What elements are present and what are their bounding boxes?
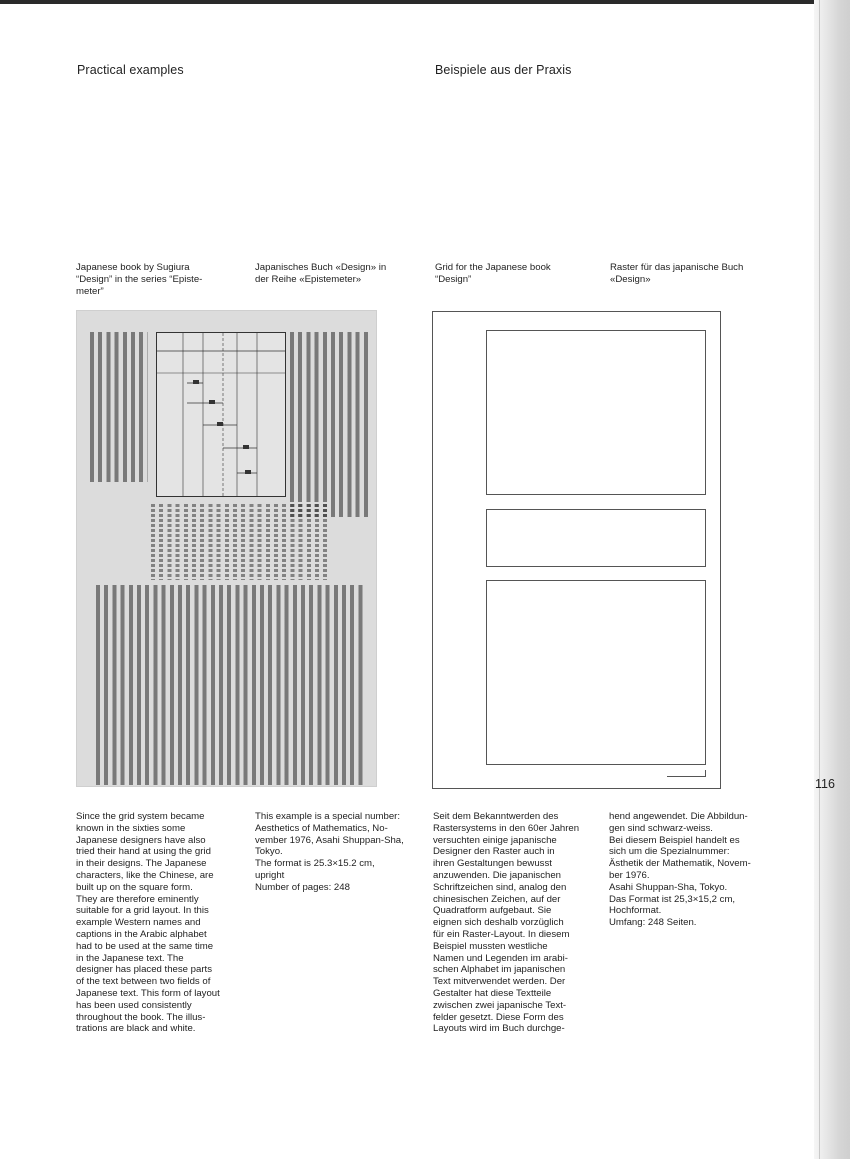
grid-field-bottom: [486, 580, 706, 765]
grid-field-top: [486, 330, 706, 495]
japanese-book-spread-image: [76, 310, 377, 787]
grid-folio-mark: [667, 770, 706, 777]
grid-field-middle: [486, 509, 706, 567]
section-heading-en: Practical examples: [77, 63, 184, 77]
body-text-en: Since the grid system became known in the sixties some Japanese designers have also tried their hand at using the grid in their designs. The Japanese characters, like the Chinese, are built up on the square form. They are therefore eminently suitable for a grid layout. In this example Western names and captions in the Arabic alphabet had to be used at the same time in the Japanese text. The designer has placed these parts of the text between two fields of Japanese text. This form of layout has been used consistently throughout the book. The illus- trations are black and white.: [76, 811, 220, 1035]
book-diagram-illustration: [156, 332, 286, 497]
caption-book-en: Japanese book by Sugiura “Design” in the series “Episte- meter”: [76, 262, 203, 297]
caption-grid-de: Raster für das japanische Buch «Design»: [610, 262, 744, 285]
body-text-de-details: hend angewendet. Die Abbildun- gen sind schwarz-weiss. Bei diesem Beispiel handelt es sich um die Spezialnummer: Ästhetik der Mathematik, Novem- ber 1976. Asahi Shuppan-Sha, Tokyo. Das Format ist 25,3×15,2 cm, Hochformat. Umfang: 248 Seiten.: [609, 811, 751, 929]
top-edge-rule: [0, 0, 828, 4]
caption-book-de: Japanisches Buch «Design» in der Reihe «Epistemeter»: [255, 262, 387, 285]
body-text-en-details: This example is a special number: Aesthetics of Mathematics, No- vember 1976, Asahi Shuppan-Sha, Tokyo. The format is 25.3×15.2 cm, upright Number of pages: 248: [255, 811, 404, 893]
page-number: 116: [815, 777, 835, 791]
gutter-edge-line: [819, 0, 820, 1159]
body-text-de: Seit dem Bekanntwerden des Rastersystems in den 60er Jahren versuchten einige japanische Designer den Raster auch in ihren Gestaltungen bewusst anzuwenden. Die japanischen Schriftzeichen sind, analog den chinesischen Zeichen, auf der Quadratform aufgebaut. Sie eignen sich deshalb vorzüglich für ein Raster-Layout. In diesem Beispiel mussten westliche Namen und Legenden im arabi- schen Alphabet im japanischen Text mitverwendet werden. Der Gestalter hat diese Textteile zwischen zwei japanische Text- felder gesetzt. Diese Form des Layouts wird im Buch durchge-: [433, 811, 580, 1035]
section-heading-de: Beispiele aus der Praxis: [435, 63, 572, 77]
caption-grid-en: Grid for the Japanese book “Design”: [435, 262, 551, 285]
